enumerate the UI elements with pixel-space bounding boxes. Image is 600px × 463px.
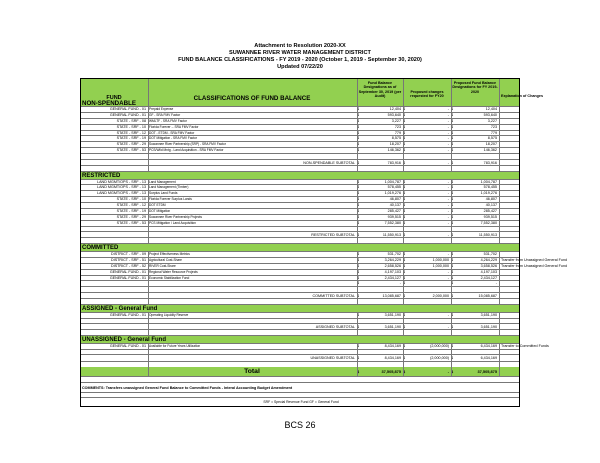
fund-code: STATE - SRF - 53 xyxy=(116,148,146,153)
dollar-sign: $ xyxy=(357,263,360,268)
dollar-sign: $ xyxy=(403,281,406,286)
row-proposed-value: 4,264,229 xyxy=(480,257,497,262)
dollar-sign: $ xyxy=(451,185,454,190)
dollar-sign: $ xyxy=(403,343,406,348)
column-header-audit-balance: Fund Balance Designations as of September 30, 2019 (per Audit) xyxy=(358,81,402,98)
classification-label: PCS Mitigation / Land Acquisition xyxy=(149,220,196,225)
dollar-sign: $ xyxy=(451,160,454,165)
row-change-value: - xyxy=(447,208,449,213)
fund-code: GENERAL FUND - 01 xyxy=(109,107,146,111)
classification-label: Agricultural Cost-Share xyxy=(149,257,182,262)
dollar-sign: $ xyxy=(403,263,406,268)
subtotal-audit-value: 13,085,687 xyxy=(382,293,401,298)
section-title: UNASSIGNED - General Fund xyxy=(82,336,167,343)
dollar-sign: $ xyxy=(357,369,360,375)
row-audit-value: 1,004,787 xyxy=(384,179,401,184)
row-audit-value: 3,651,190 xyxy=(384,312,401,317)
row-audit-value: 939,515 xyxy=(387,214,401,219)
classification-label: Land Management xyxy=(149,179,176,184)
grand-total-proposed: 37,505,875 xyxy=(477,369,497,375)
doc-title-line-3: FUND BALANCE CLASSIFICATIONS - FY 2019 - 2020 (October 1, 2019 - September 30, 2020) xyxy=(178,57,422,63)
section-title: RESTRICTED xyxy=(82,172,121,179)
dollar-sign: $ xyxy=(403,275,406,280)
fund-code xyxy=(81,281,147,286)
dollar-sign: $ xyxy=(403,142,406,147)
dollar-sign: $ xyxy=(403,369,406,375)
dollar-sign: $ xyxy=(451,214,454,219)
dollar-sign: $ xyxy=(403,179,406,184)
classification-label: RIVER Cost-Share xyxy=(149,263,176,268)
classification-label: Florida Forever -- SRA FMV Factor xyxy=(149,124,199,129)
row-proposed-value: 2,434,127 xyxy=(480,275,497,280)
classification-label: DOT - ETDM - SRA FMV Factor xyxy=(149,130,195,135)
dollar-sign: $ xyxy=(403,208,406,213)
row-change-value: - xyxy=(447,197,449,202)
fund-code: STATE - SRF - 19 xyxy=(116,208,146,213)
subtotal-change-value: - xyxy=(447,325,449,330)
row-change-value: - xyxy=(447,269,449,274)
dollar-sign: $ xyxy=(403,130,406,135)
dollar-sign: $ xyxy=(451,281,454,286)
doc-title-line-1: Attachment to Resolution 2020-XX xyxy=(254,43,346,49)
dollar-sign: $ xyxy=(451,220,454,225)
row-proposed-value: 7,552,380 xyxy=(480,220,497,225)
classification-label: Project Effectiveness Metrics xyxy=(149,252,190,256)
row-change-value: - xyxy=(447,185,449,190)
explanation-text: Transfer to Committed Funds xyxy=(501,343,549,348)
row-proposed-value: 3,651,190 xyxy=(480,312,497,317)
row-change-value: - xyxy=(447,148,449,153)
row-audit-value: 3,227 xyxy=(391,118,401,123)
subtotal-label: ASSIGNED SUBTOTAL xyxy=(315,325,355,330)
row-audit-value: 578,455 xyxy=(387,185,401,190)
row-change-value: - xyxy=(447,191,449,196)
classification-label: GF - SRA FMV Factor xyxy=(149,112,181,117)
classification-label: Land Management (Timber) xyxy=(149,185,189,190)
row-change-value: - xyxy=(447,142,449,147)
dollar-sign: $ xyxy=(357,197,360,202)
dollar-sign: $ xyxy=(403,185,406,190)
dollar-sign: $ xyxy=(357,312,360,317)
classification-label: Available for Future Years Utilization xyxy=(149,343,201,348)
dollar-sign: $ xyxy=(357,118,360,123)
fund-code: LAND MGMT/OPS - SRF - 13 xyxy=(97,185,146,190)
row-change-value: - xyxy=(447,136,449,141)
row-audit-value: 8,434,169 xyxy=(384,343,401,348)
row-change-value: 1,000,000 xyxy=(432,257,449,262)
page-number: BCS 26 xyxy=(284,420,316,430)
subtotal-change-value: - xyxy=(447,233,449,238)
dollar-sign: $ xyxy=(357,252,360,256)
dollar-sign: $ xyxy=(357,148,360,153)
fund-code: DISTRICT - SRF - 51 xyxy=(111,257,146,262)
dollar-sign: $ xyxy=(403,220,406,225)
table-header-row xyxy=(81,79,544,107)
row-audit-value: 146,362 xyxy=(387,148,401,153)
dollar-sign: $ xyxy=(357,343,360,348)
row-proposed-value: 8,575 xyxy=(487,136,497,141)
row-proposed-value: 18,207 xyxy=(485,142,497,147)
row-proposed-value: 146,362 xyxy=(483,148,497,153)
column-header-explanation: Explanation of Changes xyxy=(501,94,544,98)
row-proposed-value: 593,640 xyxy=(483,112,497,117)
row-change-value: - xyxy=(447,203,449,208)
dollar-sign: $ xyxy=(451,269,454,274)
section-header xyxy=(81,336,519,344)
row-proposed-value: 1,004,787 xyxy=(480,179,497,184)
dollar-sign: $ xyxy=(403,148,406,153)
row-audit-value: 12,404 xyxy=(389,107,401,111)
dollar-sign: $ xyxy=(403,257,406,262)
dollar-sign: $ xyxy=(357,191,360,196)
dollar-sign: $ xyxy=(451,343,454,348)
classification-label: Surplus Land Funds xyxy=(149,191,178,196)
dollar-sign: $ xyxy=(403,112,406,117)
row-audit-value: 531,702 xyxy=(387,252,401,256)
row-change-value: - xyxy=(447,275,449,280)
dollar-sign: $ xyxy=(403,356,406,361)
fund-code: STATE - SRF - 53 xyxy=(116,220,146,225)
grand-total-label: Total xyxy=(244,368,260,376)
subtotal-label: UNASSIGNED SUBTOTAL xyxy=(310,356,355,361)
dollar-sign: $ xyxy=(451,148,454,153)
dollar-sign: $ xyxy=(403,325,406,330)
dollar-sign: $ xyxy=(357,185,360,190)
row-audit-value: 593,640 xyxy=(387,112,401,117)
subtotal-proposed-value: 15,085,687 xyxy=(478,293,497,298)
fund-code: GENERAL FUND - 01 xyxy=(109,343,146,348)
dollar-sign: $ xyxy=(357,269,360,274)
legend-row xyxy=(81,398,519,406)
subtotal-audit-value: 11,550,913 xyxy=(382,233,401,238)
fund-code: GENERAL FUND - 01 xyxy=(109,312,146,317)
dollar-sign: $ xyxy=(403,191,406,196)
grand-total-audit: 37,505,875 xyxy=(381,369,401,375)
fund-code: STATE - SRF - 29 xyxy=(116,142,146,147)
classification-label: PCS/Wild Mntg - Land Acquisition - SRA FMV Factor xyxy=(149,148,224,153)
section-title: COMMITTED xyxy=(82,245,119,251)
dollar-sign: $ xyxy=(357,208,360,213)
explanation-text: Transfer from Unassigned General Fund xyxy=(501,257,568,262)
subtotal-audit-value: 8,434,169 xyxy=(384,356,401,361)
fund-code: GENERAL FUND - 01 xyxy=(109,112,146,117)
fund-code: DISTRICT - SRF - 52 xyxy=(111,263,146,268)
subtotal-proposed-value: 11,550,913 xyxy=(478,233,497,238)
fund-code: LAND MGMT/OPS - SRF - 13 xyxy=(97,191,146,196)
row-change-value: - xyxy=(447,112,449,117)
dollar-sign: $ xyxy=(451,275,454,280)
row-audit-value: 18,207 xyxy=(389,142,401,147)
classification-label: Florida Forever Surplus Lands xyxy=(149,197,192,202)
dollar-sign: $ xyxy=(357,112,360,117)
row-audit-value: 2,434,127 xyxy=(384,275,401,280)
subtotal-label: RESTRICTED SUBTOTAL xyxy=(311,233,355,238)
dollar-sign: $ xyxy=(357,220,360,225)
row-audit-value: 1,019,276 xyxy=(384,191,401,196)
classification-label: Operating Liquidity Reserve xyxy=(149,312,189,317)
row-change-value: - xyxy=(447,179,449,184)
subtotal-change-value: - xyxy=(447,160,449,165)
subtotal-change-value: 2,000,000 xyxy=(432,293,449,298)
dollar-sign: $ xyxy=(451,191,454,196)
column-header-proposed-changes: Proposed changes requested for FY20 xyxy=(410,90,444,99)
row-audit-value: 779 xyxy=(394,130,401,135)
fund-code: STATE - SRF - 29 xyxy=(116,214,146,219)
dollar-sign: $ xyxy=(403,197,406,202)
row-change-value: - xyxy=(447,107,449,111)
dollar-sign: $ xyxy=(451,325,454,330)
dollar-sign: $ xyxy=(403,293,406,298)
dollar-sign: $ xyxy=(451,257,454,262)
row-change-value: - xyxy=(447,124,449,129)
dollar-sign: $ xyxy=(451,112,454,117)
section-title-non-spendable: NON-SPENDABLE xyxy=(82,99,136,107)
fund-code: STATE - SRF - 10 xyxy=(116,124,146,129)
row-change-value: - xyxy=(447,220,449,225)
dollar-sign: $ xyxy=(403,252,406,256)
dollar-sign: $ xyxy=(451,124,454,129)
dollar-sign: $ xyxy=(357,107,360,111)
dollar-sign: $ xyxy=(451,107,454,111)
dollar-sign: $ xyxy=(357,233,360,238)
row-audit-value: 7,552,380 xyxy=(384,220,401,225)
dollar-sign: $ xyxy=(451,197,454,202)
dollar-sign: $ xyxy=(451,263,454,268)
row-change-value: - xyxy=(447,118,449,123)
dollar-sign: $ xyxy=(451,233,454,238)
fund-abbreviation-legend: SRF = Special Revenue Fund GF = General Fund xyxy=(263,400,339,405)
dollar-sign: $ xyxy=(451,142,454,147)
dollar-sign: $ xyxy=(357,124,360,129)
grand-total-row xyxy=(81,367,519,377)
grand-total-change: - xyxy=(447,369,449,375)
fund-code: GENERAL FUND - 01 xyxy=(109,275,146,280)
classification-label: Suwannee River Partnership Projects xyxy=(149,214,202,219)
dollar-sign: $ xyxy=(403,136,406,141)
row-proposed-value: 723 xyxy=(490,124,497,129)
dollar-sign: $ xyxy=(357,356,360,361)
dollar-sign: $ xyxy=(403,233,406,238)
row-proposed-value: 531,702 xyxy=(483,252,497,256)
dollar-sign: $ xyxy=(357,142,360,147)
row-change-value: - xyxy=(447,252,449,256)
row-audit-value: 4,197,103 xyxy=(384,269,401,274)
dollar-sign: $ xyxy=(451,179,454,184)
classification-label: Economic Stabilization Fund xyxy=(149,275,190,280)
dollar-sign: $ xyxy=(403,107,406,111)
column-header-proposed-balance: Proposed Fund Balance Designations for FY 2019-2020 xyxy=(452,81,498,94)
row-proposed-value: 578,455 xyxy=(483,185,497,190)
subtotal-label: NON-SPENDABLE SUBTOTAL xyxy=(303,160,355,165)
row-audit-value: - xyxy=(399,281,401,286)
dollar-sign: $ xyxy=(357,136,360,141)
fund-code: LAND MGMT/OPS - SRF - 13 xyxy=(97,179,146,184)
classification-label: DOT ETDM xyxy=(149,203,166,208)
row-proposed-value: - xyxy=(495,281,497,286)
dollar-sign: $ xyxy=(451,118,454,123)
dollar-sign: $ xyxy=(451,130,454,135)
row-proposed-value: 12,404 xyxy=(485,107,497,111)
dollar-sign: $ xyxy=(357,257,360,262)
classification-label: Suwannee River Partnership (SRP) - SRA FMV Factor xyxy=(149,142,226,147)
dollar-sign: $ xyxy=(357,325,360,330)
doc-title-line-4: Updated 07/22/20 xyxy=(277,64,323,70)
dollar-sign: $ xyxy=(357,130,360,135)
row-proposed-value: 6,434,169 xyxy=(480,343,497,348)
row-audit-value: 3,264,229 xyxy=(384,257,401,262)
dollar-sign: $ xyxy=(357,281,360,286)
row-audit-value: 8,575 xyxy=(391,136,401,141)
row-audit-value: 40,137 xyxy=(389,203,401,208)
row-proposed-value: 46,807 xyxy=(485,197,497,202)
subtotal-label: COMMITTED SUBTOTAL xyxy=(312,293,355,298)
comments-row xyxy=(81,383,519,393)
row-change-value: 1,000,000 xyxy=(432,263,449,268)
row-audit-value: 46,807 xyxy=(389,197,401,202)
dollar-sign: $ xyxy=(403,160,406,165)
explanation-text: Transfer from Unassigned General Fund xyxy=(501,263,568,268)
dollar-sign: $ xyxy=(357,203,360,208)
subtotal-audit-value: 3,651,190 xyxy=(384,325,401,330)
subtotal-proposed-value: 6,434,169 xyxy=(480,356,497,361)
subtotal-proposed-value: 3,651,190 xyxy=(480,325,497,330)
row-proposed-value: 3,227 xyxy=(487,118,497,123)
dollar-sign: $ xyxy=(451,356,454,361)
row-audit-value: 2,658,526 xyxy=(384,263,401,268)
row-proposed-value: 3,658,526 xyxy=(480,263,497,268)
dollar-sign: $ xyxy=(403,118,406,123)
row-change-value: (2,000,000) xyxy=(430,343,449,348)
dollar-sign: $ xyxy=(357,160,360,165)
fund-code: STATE - SRF - 08 xyxy=(116,118,146,123)
classification-label: Prepaid Expense xyxy=(149,107,174,111)
dollar-sign: $ xyxy=(403,269,406,274)
row-audit-value: 723 xyxy=(394,124,401,129)
dollar-sign: $ xyxy=(357,214,360,219)
dollar-sign: $ xyxy=(403,124,406,129)
row-proposed-value: 285,427 xyxy=(483,208,497,213)
section-header xyxy=(81,244,519,252)
section-header xyxy=(81,172,519,180)
row-change-value: - xyxy=(447,312,449,317)
section-header xyxy=(81,305,519,313)
row-proposed-value: 779 xyxy=(490,130,497,135)
fund-code: STATE - SRF - 19 xyxy=(116,136,146,141)
dollar-sign: $ xyxy=(403,203,406,208)
subtotal-proposed-value: 783,916 xyxy=(483,160,497,165)
classification-label: Regional Water Resource Projects xyxy=(149,269,198,274)
row-change-value: - xyxy=(447,214,449,219)
classification-label: DOT Mitigation - SRA FMV Factor xyxy=(149,136,197,141)
doc-title-line-2: SUWANNEE RIVER WATER MANAGEMENT DISTRICT xyxy=(229,50,371,56)
classification-label xyxy=(148,281,356,286)
dollar-sign: $ xyxy=(357,179,360,184)
section-title: ASSIGNED - General Fund xyxy=(82,305,158,312)
fund-code: STATE - SRF - 12 xyxy=(116,130,146,135)
row-change-value: - xyxy=(447,130,449,135)
dollar-sign: $ xyxy=(451,293,454,298)
fund-code: DISTRICT - SRF - 09 xyxy=(111,252,146,256)
dollar-sign: $ xyxy=(451,312,454,317)
fund-code: GENERAL FUND - 01 xyxy=(109,269,146,274)
row-proposed-value: 939,515 xyxy=(483,214,497,219)
subtotal-audit-value: 783,916 xyxy=(387,160,401,165)
row-change-value xyxy=(407,281,450,286)
row-proposed-value: 1,019,276 xyxy=(480,191,497,196)
dollar-sign: $ xyxy=(403,312,406,317)
classification-label: WMLTF - SRA FMV Factor xyxy=(149,118,187,123)
row-proposed-value: 4,197,103 xyxy=(480,269,497,274)
fund-balance-table xyxy=(80,78,568,407)
subtotal-change-value: (2,000,000) xyxy=(430,356,449,361)
row-proposed-value: 40,137 xyxy=(485,203,497,208)
row-audit-value: 285,427 xyxy=(387,208,401,213)
dollar-sign: $ xyxy=(451,369,454,375)
dollar-sign: $ xyxy=(451,252,454,256)
dollar-sign: $ xyxy=(403,214,406,219)
dollar-sign: $ xyxy=(357,275,360,280)
column-header-classifications: CLASSIFICATIONS OF FUND BALANCE xyxy=(193,95,311,102)
dollar-sign: $ xyxy=(357,293,360,298)
classification-label: DOT Mitigation xyxy=(149,208,171,213)
dollar-sign: $ xyxy=(451,208,454,213)
column-header-fund: FUND xyxy=(106,95,122,101)
fund-code: STATE - SRF - 10 xyxy=(116,197,146,202)
fund-code: STATE - SRF - 12 xyxy=(116,203,146,208)
comments-text: COMMENTS: Transfers unassigned General Fund Balance to Committed Funds - Interal Accounting Budget Amendment xyxy=(82,385,293,390)
dollar-sign: $ xyxy=(451,136,454,141)
dollar-sign: $ xyxy=(451,203,454,208)
